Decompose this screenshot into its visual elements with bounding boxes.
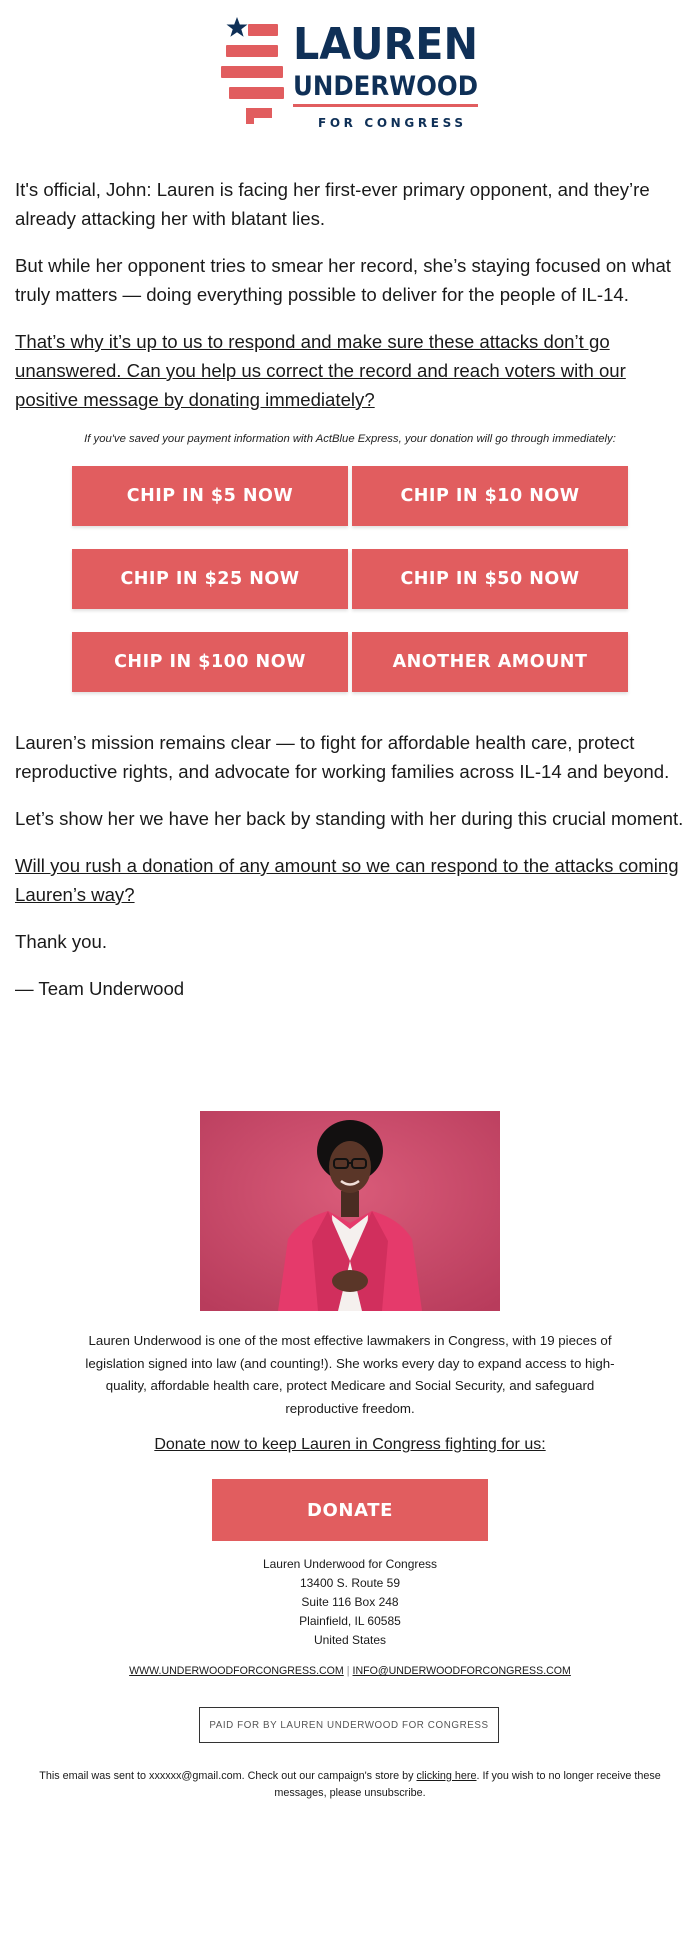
logo-stripe — [246, 108, 272, 124]
footnote-text-2: . If you wish to no longer receive these messages, please unsubscribe. — [274, 1770, 661, 1799]
paid-for-disclaimer: PAID FOR BY LAUREN UNDERWOOD FOR CONGRESS — [199, 1707, 499, 1743]
logo-divider — [293, 104, 478, 107]
address-org: Lauren Underwood for Congress — [262, 1557, 438, 1571]
logo-stripe — [229, 87, 284, 99]
thank-you-text: Thank you. — [15, 931, 107, 952]
intro-copy — [15, 175, 687, 432]
mailing-address — [0, 1555, 700, 1650]
address-country: United States — [313, 1633, 387, 1647]
candidate-bio: Lauren Underwood is one of the most effective lawmakers in Congress, with 19 pieces of legislation signed into law (and counting!). She works every day to expand access to high-quality, affordable health care, protect Medicare and Social Security, and safeguard reproductive freedom. — [85, 1333, 615, 1416]
outro-paragraph-2: Let’s show her we have her back by standing with her during this crucial moment. — [15, 808, 684, 829]
store-link[interactable]: clicking here — [416, 1770, 477, 1782]
address-city: Plainfield, IL 60585 — [299, 1614, 401, 1628]
outro-donate-link[interactable]: Will you rush a donation of any amount so we can respond to the attacks coming Lauren’s way? — [15, 855, 679, 905]
footer-links — [0, 1665, 700, 1677]
logo-line1: LAUREN — [293, 19, 478, 70]
link-separator: | — [346, 1665, 350, 1677]
outro-copy — [15, 728, 687, 1021]
chip-in-100-button[interactable]: CHIP IN $100 NOW — [72, 632, 348, 692]
chip-in-50-button[interactable]: CHIP IN $50 NOW — [352, 549, 628, 609]
candidate-portrait — [200, 1111, 500, 1311]
chip-in-10-button[interactable]: CHIP IN $10 NOW — [352, 466, 628, 526]
donate-button[interactable]: DONATE — [212, 1479, 488, 1541]
website-link[interactable]: WWW.UNDERWOODFORCONGRESS.COM — [129, 1665, 344, 1677]
unsubscribe-footnote — [30, 1768, 670, 1802]
intro-donate-link[interactable]: That’s why it’s up to us to respond and make sure these attacks don’t go unanswered. Can you help us correct the record and reach voters with our positive message by donating immediately? — [15, 331, 626, 410]
logo-star-icon — [227, 17, 248, 37]
address-suite: Suite 116 Box 248 — [301, 1595, 399, 1609]
address-street: 13400 S. Route 59 — [299, 1576, 401, 1590]
chip-in-25-button[interactable]: CHIP IN $25 NOW — [72, 549, 348, 609]
logo-graphic — [220, 14, 480, 144]
portrait-image — [200, 1111, 500, 1311]
logo-line2: UNDERWOOD — [293, 71, 478, 102]
logo-stripe — [248, 24, 278, 36]
campaign-logo — [0, 14, 700, 144]
intro-paragraph-1: It's official, John: Lauren is facing her first-ever primary opponent, and they’re already attacking her with blatant lies. — [15, 179, 650, 229]
another-amount-button[interactable]: ANOTHER AMOUNT — [352, 632, 628, 692]
email-link[interactable]: INFO@UNDERWOODFORCONGRESS.COM — [352, 1665, 571, 1677]
signature-text: — Team Underwood — [15, 978, 185, 999]
donate-now-link[interactable]: Donate now to keep Lauren in Congress fighting for us: — [154, 1436, 546, 1453]
actblue-express-note: If you've saved your payment information with ActBlue Express, your donation will go through immediately: — [84, 433, 616, 445]
outro-paragraph-1: Lauren’s mission remains clear — to fight for affordable health care, protect reproductive rights, and advocate for working families across IL-14 and beyond. — [15, 732, 670, 782]
logo-stripe — [226, 45, 278, 57]
logo-line3: FOR CONGRESS — [318, 116, 463, 130]
logo-stripe — [221, 66, 283, 78]
intro-paragraph-2: But while her opponent tries to smear her record, she’s staying focused on what truly matters — doing everything possible to deliver for the people of IL-14. — [15, 255, 671, 305]
footnote-text-1: This email was sent to xxxxxx@gmail.com. Check out our campaign's store by — [39, 1770, 417, 1782]
chip-in-5-button[interactable]: CHIP IN $5 NOW — [72, 466, 348, 526]
